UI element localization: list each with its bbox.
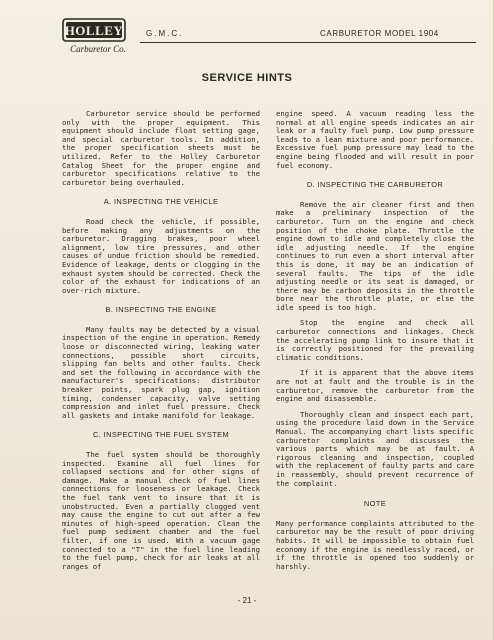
- section-b-paragraph: Many faults may be detected by a visual inspection of the engine in operation. Remedy loose or disconnected wiring, leaking water connections, possible short circuits, slipping fan belts and other faults. Check and set the following in accordance with the manufacturer's specifications: distributor breaker points, spark plug gap, ignition timing, condenser capacity, valve setting compression and inlet fuel pressure. Check all gaskets and intake manifold for leakage.: [62, 324, 260, 420]
- section-c-heading: C. INSPECTING THE FUEL SYSTEM: [92, 430, 230, 440]
- section-c-paragraph: The fuel system should be thoroughly inspected. Examine all fuel lines for collapsed sections and for other signs of damage. Make a manual check of fuel lines connections for looseness or leakage. Check the fuel tank vent to insure that it is unobstructed. Even a partially clogged vent may cause the engine to cut out after a few minutes of high-speed operation. Clean the fuel pump sediment chamber and the fuel filter, if one is used. With a vacuum gage connected to a "T" in the fuel line leading to the fuel pump, check for air leaks at all ranges of: [62, 450, 260, 571]
- section-d-paragraph-2: Stop the engine and check all carburetor connections and linkages. Check the accelerating pump link to insure that it is correctly positioned for the prevailing climatic conditions.: [276, 318, 474, 362]
- right-column: [276, 110, 474, 578]
- section-b-heading: B. INSPECTING THE ENGINE: [105, 305, 217, 315]
- continued-paragraph: engine speed. A vacuum reading less the normal at all engine speeds indicates an air leak or a faulty fuel pump. Low pump pressure leads to a lean mixture and poor performance. Excessive fuel pump pressure may lead to the engine being flooded and will result in poor fuel economy.: [276, 109, 474, 170]
- svg-text:Carburetor Co.: Carburetor Co.: [70, 44, 126, 54]
- svg-text:HOLLEY: HOLLEY: [64, 23, 124, 38]
- section-a-heading: A. INSPECTING THE VEHICLE: [103, 197, 219, 207]
- section-d-paragraph-1: Remove the air cleaner first and then make a preliminary inspection of the carburetor. Turn on the engine and check position of the choke plate. Throttle the engine down to idle and completely close the idle adjusting needle. If the engine continues to run even a short interval after this is done, it may be an indication of several faults. The tips of the idle adjusting needle or its seat is damaged, or there may be carbon deposits in the throttle bore near the throttle plate, or else the idle speed is too high.: [276, 199, 474, 312]
- note-paragraph: Many performance complaints attributed to the carburetor may be the result of poor driving habits. It will be impossible to obtain fuel economy if the engine is needlessly raced, or if the throttle is opened too suddenly or harshly.: [276, 518, 474, 571]
- section-d-paragraph-4: Thoroughly clean and inspect each part, using the procedure laid down in the Service Manual. The accompanying chart lists specific carburetor complaints and discusses the various parts which may be at fault. A rigorous cleaning and inspection, coupled with the replacement of faulty parts and care in reassembly, should prevent recurrence of the complaint.: [276, 409, 474, 488]
- holley-logo: [62, 18, 130, 58]
- header-model-maker: G.M.C.: [146, 29, 184, 38]
- left-column: [62, 110, 260, 578]
- page-title: SERVICE HINTS: [201, 72, 293, 84]
- note-heading: NOTE: [363, 499, 387, 509]
- page-number: - 21 -: [237, 596, 257, 605]
- header-rule: [140, 42, 476, 43]
- intro-paragraph: Carburetor service should be performed only with the proper equipment. This equipment should include float setting gage, and special carburetor tools. In addition, the proper specification sheets must be utilized. Refer to the Holley Carburetor Catalog Sheet for the proper engine and carburetor specifications relative to the carburetor being overhauled.: [62, 109, 260, 187]
- section-d-paragraph-3: If it is apparent that the above items are not at fault and the trouble is in the carburetor, remove the carburetor from the engine and disassemble.: [276, 368, 474, 404]
- header-carburetor-model: CARBURETOR MODEL 1904: [320, 29, 439, 38]
- section-a-paragraph: Road check the vehicle, if possible, before making any adjustments on the carburetor. Dragging brakes, poor wheel alignment, low tire pressures, and other causes of undue friction should be remedied. Evidence of leakage, dents or clogging in the exhaust system should be corrected. Check the color of the exhaust for indications of an over-rich mixture.: [62, 216, 260, 295]
- section-d-heading: D. INSPECTING THE CARBURETOR: [306, 180, 444, 190]
